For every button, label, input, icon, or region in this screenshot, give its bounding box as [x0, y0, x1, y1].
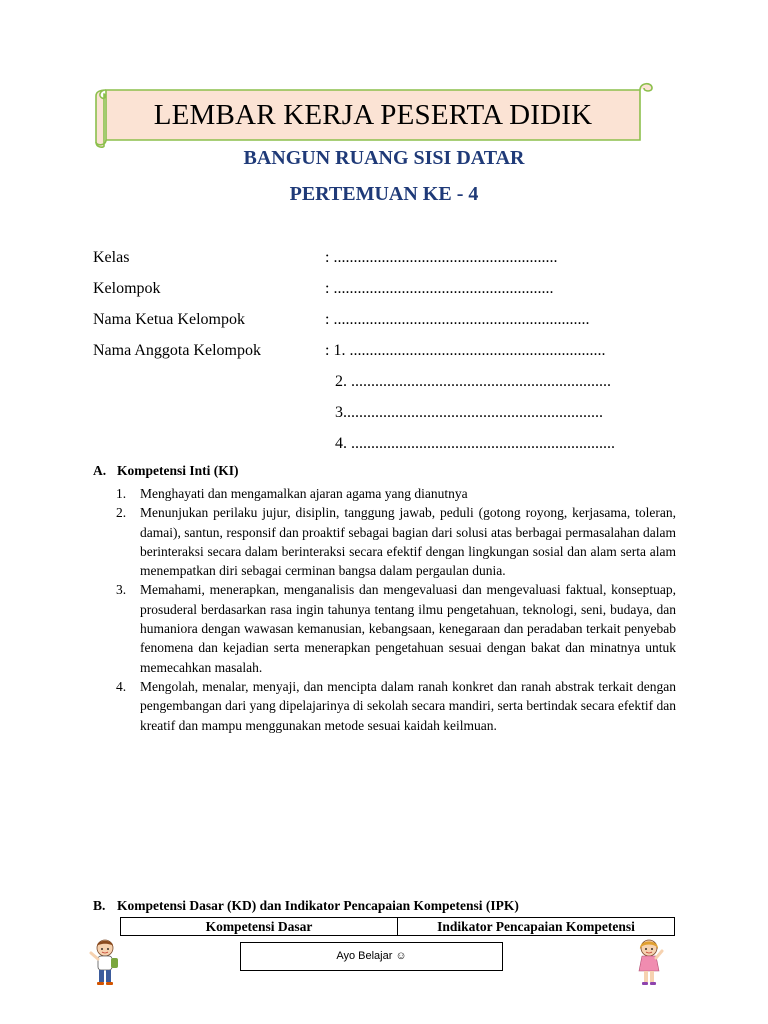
- ki-item-2: [116, 503, 676, 580]
- section-b-heading: [93, 898, 519, 914]
- ki-item-4: [116, 677, 676, 735]
- ki-item-3: [116, 580, 676, 676]
- kelas-field: : ........................................................: [325, 249, 558, 266]
- ketua-field: : ................................................................: [325, 311, 590, 328]
- section-a-letter: A.: [93, 463, 107, 478]
- ki-text: Menunjukan perilaku jujur, disiplin, tanggung jawab, peduli (gotong royong, kerjasama, toleran, damai), santun, responsif dan proaktif sebagai bagian dari solusi atas berbagai permasalahan dalam berinteraksi secara dalam berinteraksi secara efektif dengan lingkungan sosial dan alam serta alam menempatkan diri sebagai cerminan bangsa dalam pergaulan dunia.: [140, 505, 676, 579]
- ki-text: Menghayati dan mengamalkan ajaran agama yang dianutnya: [140, 486, 468, 501]
- anggota-field-2: 2. .................................................................: [335, 373, 611, 390]
- ki-number: 4.: [116, 678, 127, 694]
- ki-text: Mengolah, menalar, menyaji, dan mencipta dalam ranah konkret dan ranah abstrak terkait dengan pengembangan dari yang dipelajarinya di sekolah secara mandiri, serta bertindak secara efektif dan kreatif dan mampu menggunakan metode sesuai kaidah keilmuan.: [140, 678, 676, 733]
- ketua-label: Nama Ketua Kelompok: [93, 311, 245, 328]
- kd-ipk-table-header: [120, 917, 675, 936]
- student-girl-icon: [634, 937, 664, 987]
- banner-title: LEMBAR KERJA PESERTA DIDIK: [153, 99, 593, 131]
- document-subtitle: BANGUN RUANG SISI DATAR: [243, 147, 525, 169]
- section-b-title: Kompetensi Dasar (KD) dan Indikator Pencapaian Kompetensi (IPK): [117, 898, 519, 913]
- student-boy-icon: [88, 937, 122, 987]
- column-header-kd: Kompetensi Dasar: [205, 919, 313, 934]
- ki-number: 2.: [116, 505, 127, 521]
- anggota-field-3: 3.................................................................: [335, 404, 603, 421]
- section-a-heading: [93, 463, 239, 479]
- anggota-field-4: 4. ..................................................................: [335, 435, 615, 452]
- kelas-label: Kelas: [93, 249, 130, 266]
- ki-list: [116, 484, 676, 735]
- anggota-label: Nama Anggota Kelompok: [93, 342, 261, 359]
- ki-item-1: [116, 484, 676, 503]
- kelompok-field: : .......................................................: [325, 280, 554, 297]
- footer-caption: Ayo Belajar ☺: [240, 942, 503, 971]
- meeting-number: PERTEMUAN KE - 4: [289, 183, 479, 205]
- anggota-field-1: : 1. ................................................................: [325, 342, 606, 359]
- kelompok-label: Kelompok: [93, 280, 161, 297]
- ki-number: 1.: [116, 486, 127, 501]
- title-banner: [92, 80, 654, 148]
- section-b-letter: B.: [93, 898, 106, 913]
- ki-number: 3.: [116, 582, 127, 598]
- ki-text: Memahami, menerapkan, menganalisis dan mengevaluasi dan mengevaluasi faktual, konseptuap, prosuderal berdasarkan rasa ingin tahunya tentang ilmu pengetahuan, teknologi, seni, budaya, dan humaniora dengan wawasan kemanusian, kebangsaan, kenegaraan dan peradaban terkait penyebab fenomena dan kejadian serta menerapkan pengetahuan sesuai dengan bakat dan minatnya untuk memecahkan masalah.: [140, 582, 676, 675]
- section-a-title: Kompetensi Inti (KI): [117, 463, 239, 478]
- column-header-ipk: Indikator Pencapaian Kompetensi: [397, 918, 674, 935]
